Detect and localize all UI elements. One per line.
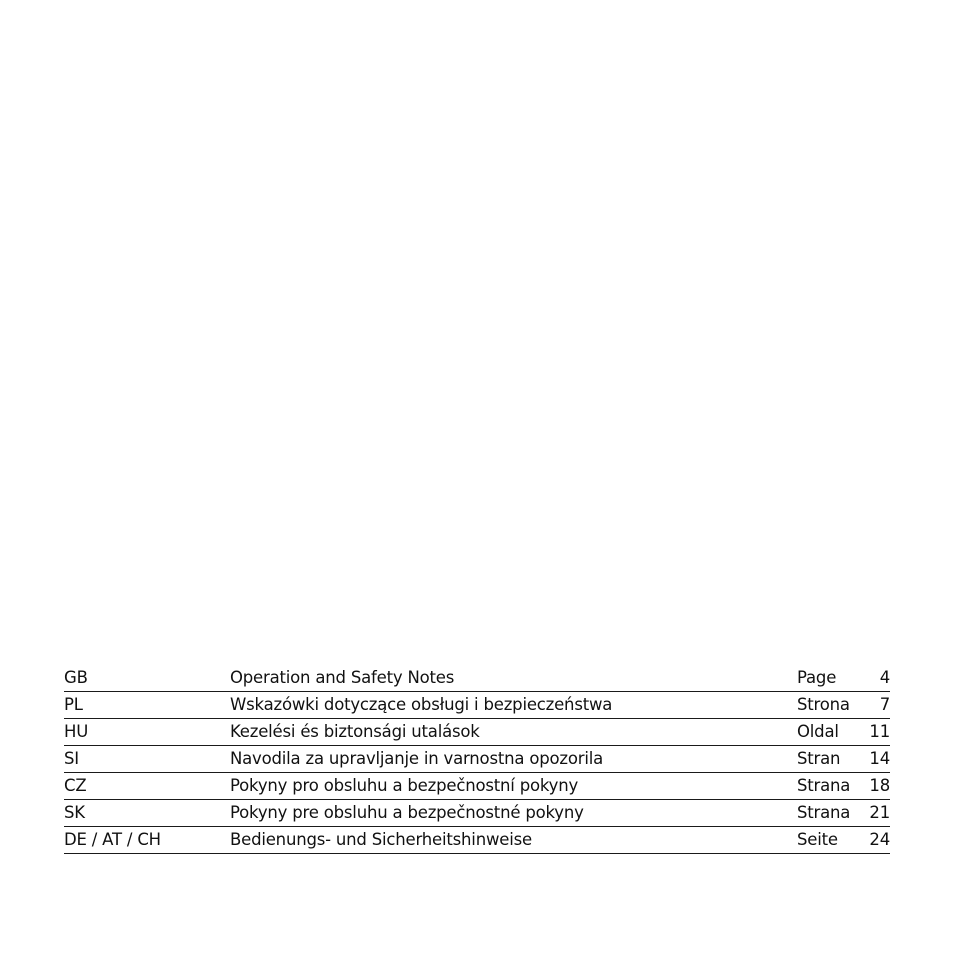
- page-label: Strana: [797, 776, 851, 795]
- language-code: HU: [64, 722, 89, 741]
- page-number: 18: [869, 776, 890, 795]
- page-label: Strona: [797, 695, 850, 714]
- toc-row-cz[interactable]: [64, 773, 890, 800]
- page-label: Seite: [797, 830, 838, 849]
- section-title: Operation and Safety Notes: [230, 668, 455, 687]
- toc-row-pl[interactable]: [64, 692, 890, 719]
- page-number: 24: [869, 830, 890, 849]
- language-code: SI: [64, 749, 79, 768]
- page-number: 4: [879, 668, 890, 687]
- language-code: PL: [64, 695, 83, 714]
- section-title: Kezelési és biztonsági utalások: [230, 722, 480, 741]
- toc-row-gb[interactable]: [64, 665, 890, 692]
- page-label: Page: [797, 668, 837, 687]
- section-title: Pokyny pro obsluhu a bezpečnostní pokyny: [230, 776, 579, 795]
- toc-row-hu[interactable]: [64, 719, 890, 746]
- language-code: DE / AT / CH: [64, 830, 161, 849]
- page-number: 14: [869, 749, 890, 768]
- section-title: Bedienungs- und Sicherheitshinweise: [230, 830, 532, 849]
- language-code: CZ: [64, 776, 87, 795]
- section-title: Navodila za upravljanje in varnostna opozorila: [230, 749, 604, 768]
- page-label: Oldal: [797, 722, 839, 741]
- page-label: Strana: [797, 803, 851, 822]
- toc-row-sk[interactable]: [64, 800, 890, 827]
- page-number: 21: [869, 803, 890, 822]
- toc-row-de-at-ch[interactable]: [64, 827, 890, 854]
- page-number: 11: [869, 722, 890, 741]
- section-title: Pokyny pre obsluhu a bezpečnostné pokyny: [230, 803, 584, 822]
- language-code: SK: [64, 803, 85, 822]
- toc-row-si[interactable]: [64, 746, 890, 773]
- section-title: Wskazówki dotyczące obsługi i bezpieczeństwa: [230, 695, 613, 714]
- page-number: 7: [879, 695, 890, 714]
- table-of-contents: [64, 665, 890, 854]
- page-label: Stran: [797, 749, 841, 768]
- language-code: GB: [64, 668, 88, 687]
